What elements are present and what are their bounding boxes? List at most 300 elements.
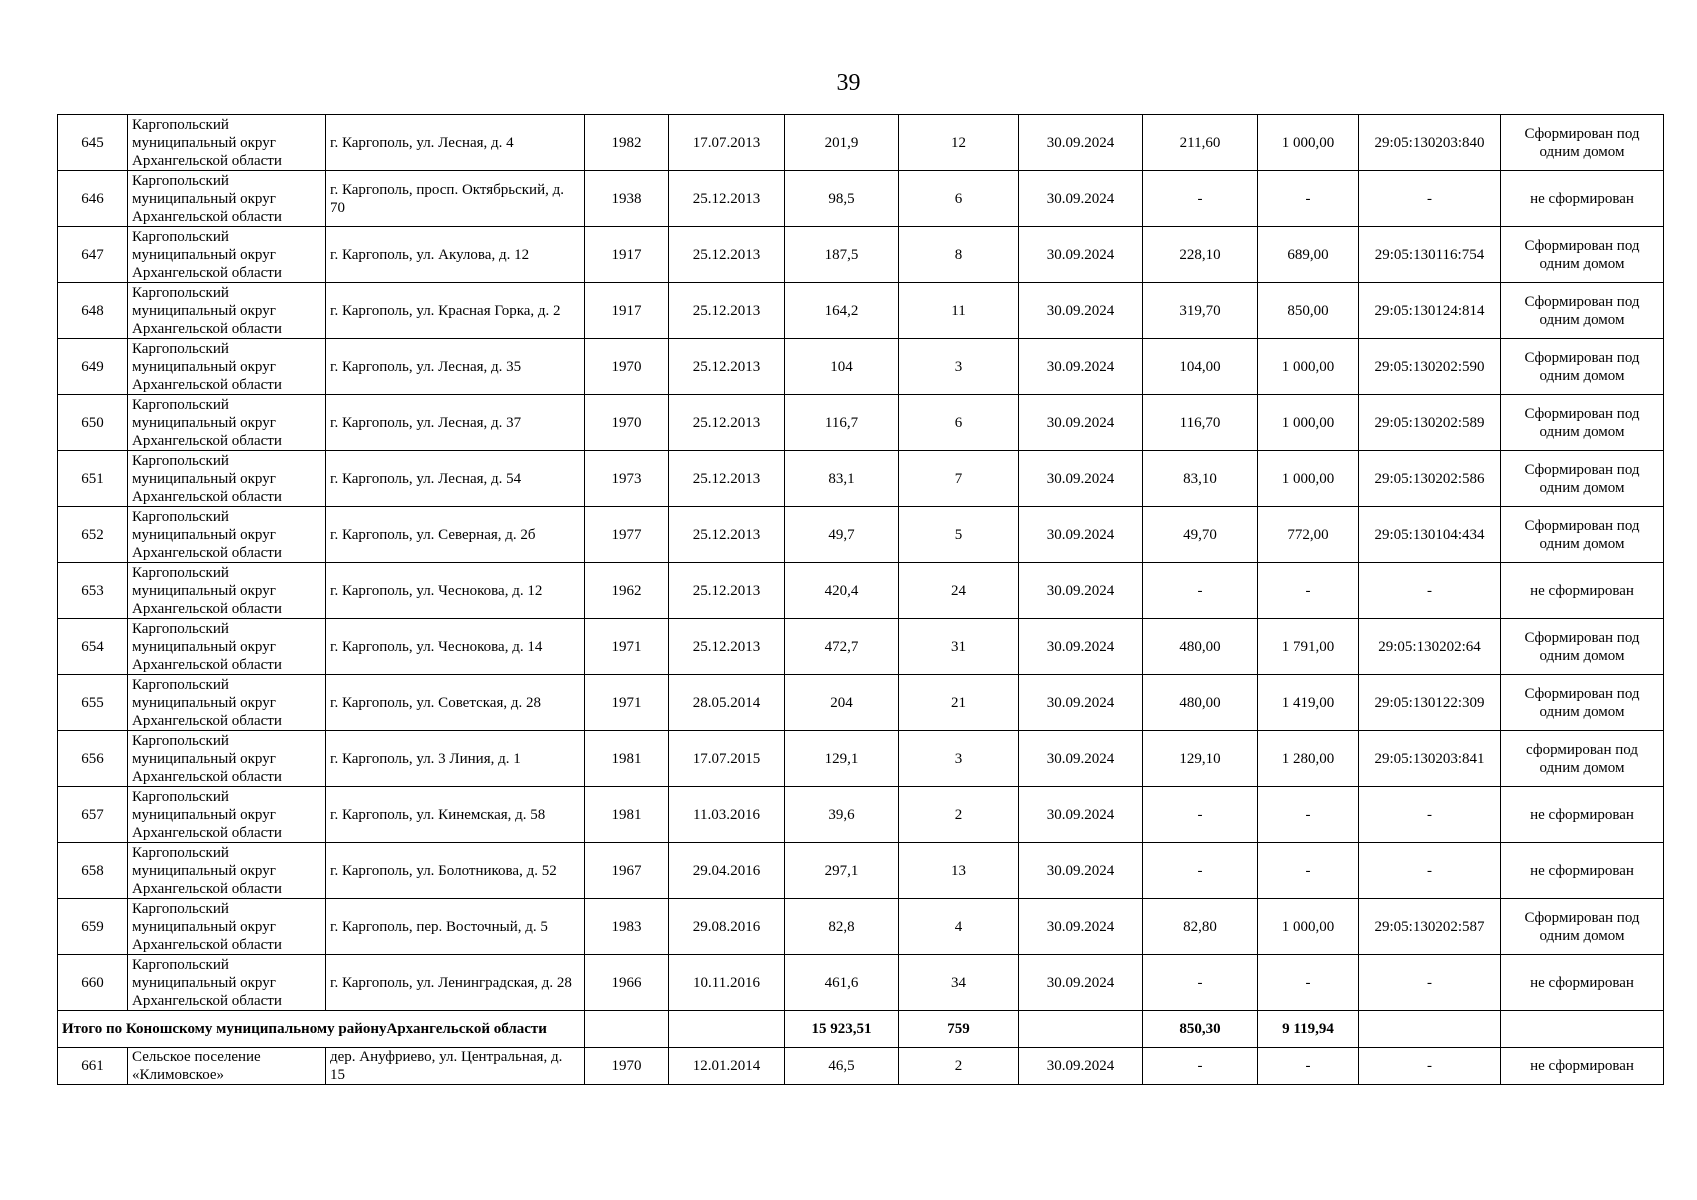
cell-line: одним домом xyxy=(1539,759,1625,776)
municipality-cell xyxy=(128,1048,326,1085)
cell-line: одним домом xyxy=(1539,927,1625,944)
land-area-cell: 480,00 xyxy=(1143,675,1258,731)
address-cell: г. Каргополь, ул. Чеснокова, д. 12 xyxy=(326,563,585,619)
empty-cell xyxy=(1501,1011,1664,1048)
land-area-cell: 82,80 xyxy=(1143,899,1258,955)
residents-cell: 11 xyxy=(899,283,1019,339)
table-row xyxy=(58,115,1664,171)
address-cell: г. Каргополь, ул. Болотникова, д. 52 xyxy=(326,843,585,899)
norm-cell: - xyxy=(1258,955,1359,1011)
land-area-cell: - xyxy=(1143,843,1258,899)
year-cell: 1973 xyxy=(585,451,669,507)
norm-cell: - xyxy=(1258,787,1359,843)
cell-line: Архангельской области xyxy=(132,488,282,505)
land-area-cell: - xyxy=(1143,787,1258,843)
cell-line: одним домом xyxy=(1539,423,1625,440)
cell-line: Сформирован под xyxy=(1524,405,1640,422)
recognition-date-cell: 25.12.2013 xyxy=(669,507,785,563)
cell-line: не сформирован xyxy=(1530,862,1634,879)
year-cell: 1938 xyxy=(585,171,669,227)
residents-cell: 6 xyxy=(899,171,1019,227)
year-cell: 1970 xyxy=(585,395,669,451)
recognition-date-cell: 10.11.2016 xyxy=(669,955,785,1011)
table-row xyxy=(58,955,1664,1011)
area-cell: 82,8 xyxy=(785,899,899,955)
cell-line: Сформирован под xyxy=(1524,293,1640,310)
cadastral-number-cell: - xyxy=(1359,843,1501,899)
planned-date-cell: 30.09.2024 xyxy=(1019,507,1143,563)
recognition-date-cell: 12.01.2014 xyxy=(669,1048,785,1085)
norm-cell: - xyxy=(1258,171,1359,227)
area-cell: 201,9 xyxy=(785,115,899,171)
cell-line: Сформирован под xyxy=(1524,349,1640,366)
cell-line: Архангельской области xyxy=(132,264,282,281)
status-cell xyxy=(1501,171,1664,227)
cell-line: муниципальный округ xyxy=(132,134,276,151)
total-label: Итого по Коношскому муниципальному районуАрхангельской области xyxy=(58,1011,585,1048)
row-number: 659 xyxy=(58,899,128,955)
planned-date-cell: 30.09.2024 xyxy=(1019,955,1143,1011)
empty-cell xyxy=(1019,1011,1143,1048)
address-cell: г. Каргополь, ул. Советская, д. 28 xyxy=(326,675,585,731)
row-number: 652 xyxy=(58,507,128,563)
cadastral-number-cell: 29:05:130116:754 xyxy=(1359,227,1501,283)
cell-line: Архангельской области xyxy=(132,208,282,225)
land-area-cell: 49,70 xyxy=(1143,507,1258,563)
cell-line: одним домом xyxy=(1539,703,1625,720)
table-row xyxy=(58,563,1664,619)
residents-cell: 3 xyxy=(899,731,1019,787)
row-number: 651 xyxy=(58,451,128,507)
land-area-cell: - xyxy=(1143,171,1258,227)
area-cell: 39,6 xyxy=(785,787,899,843)
municipality-cell xyxy=(128,395,326,451)
planned-date-cell: 30.09.2024 xyxy=(1019,395,1143,451)
norm-cell: 850,00 xyxy=(1258,283,1359,339)
residents-cell: 6 xyxy=(899,395,1019,451)
address-cell: г. Каргополь, ул. Ленинградская, д. 28 xyxy=(326,955,585,1011)
area-cell: 98,5 xyxy=(785,171,899,227)
cell-line: Каргопольский xyxy=(132,732,229,749)
address-cell: г. Каргополь, просп. Октябрьский, д. 70 xyxy=(326,171,585,227)
cadastral-number-cell: 29:05:130202:64 xyxy=(1359,619,1501,675)
municipality-cell xyxy=(128,731,326,787)
row-number: 658 xyxy=(58,843,128,899)
recognition-date-cell: 25.12.2013 xyxy=(669,395,785,451)
cadastral-number-cell: 29:05:130202:587 xyxy=(1359,899,1501,955)
cadastral-number-cell: 29:05:130203:841 xyxy=(1359,731,1501,787)
recognition-date-cell: 29.04.2016 xyxy=(669,843,785,899)
norm-cell: 1 419,00 xyxy=(1258,675,1359,731)
cell-line: «Климовское» xyxy=(132,1067,225,1083)
area-cell: 83,1 xyxy=(785,451,899,507)
year-cell: 1982 xyxy=(585,115,669,171)
area-cell: 164,2 xyxy=(785,283,899,339)
table-row xyxy=(58,451,1664,507)
cell-line: Каргопольский xyxy=(132,172,229,189)
area-cell: 204 xyxy=(785,675,899,731)
address-cell: г. Каргополь, ул. Лесная, д. 37 xyxy=(326,395,585,451)
residents-cell: 21 xyxy=(899,675,1019,731)
residents-cell: 13 xyxy=(899,843,1019,899)
cell-line: муниципальный округ xyxy=(132,862,276,879)
municipality-cell xyxy=(128,283,326,339)
cell-line: Каргопольский xyxy=(132,564,229,581)
cell-line: Архангельской области xyxy=(132,152,282,169)
cadastral-number-cell: 29:05:130122:309 xyxy=(1359,675,1501,731)
table-row xyxy=(58,675,1664,731)
recognition-date-cell: 17.07.2015 xyxy=(669,731,785,787)
cell-line: Каргопольский xyxy=(132,452,229,469)
residents-cell: 2 xyxy=(899,787,1019,843)
row-number: 650 xyxy=(58,395,128,451)
year-cell: 1917 xyxy=(585,283,669,339)
cell-line: Каргопольский xyxy=(132,396,229,413)
status-cell xyxy=(1501,843,1664,899)
cell-line: одним домом xyxy=(1539,143,1625,160)
cell-line: муниципальный округ xyxy=(132,582,276,599)
cell-line: не сформирован xyxy=(1530,1058,1634,1074)
empty-cell xyxy=(669,1011,785,1048)
norm-cell: - xyxy=(1258,1048,1359,1085)
municipality-cell xyxy=(128,899,326,955)
planned-date-cell: 30.09.2024 xyxy=(1019,115,1143,171)
page-number: 39 xyxy=(836,70,861,96)
municipality-cell xyxy=(128,563,326,619)
land-area-cell: - xyxy=(1143,955,1258,1011)
recognition-date-cell: 25.12.2013 xyxy=(669,283,785,339)
cell-line: не сформирован xyxy=(1530,806,1634,823)
cell-line: Архангельской области xyxy=(132,880,282,897)
table-body xyxy=(58,115,1664,1085)
residents-cell: 34 xyxy=(899,955,1019,1011)
cell-line: муниципальный округ xyxy=(132,358,276,375)
address-cell: г. Каргополь, ул. Кинемская, д. 58 xyxy=(326,787,585,843)
land-area-cell: 104,00 xyxy=(1143,339,1258,395)
row-number: 645 xyxy=(58,115,128,171)
cell-line: одним домом xyxy=(1539,479,1625,496)
cell-line: Архангельской области xyxy=(132,936,282,953)
recognition-date-cell: 11.03.2016 xyxy=(669,787,785,843)
table-row xyxy=(58,283,1664,339)
cell-line: Каргопольский xyxy=(132,116,229,133)
cell-line: Сформирован под xyxy=(1524,629,1640,646)
cell-line: Каргопольский xyxy=(132,956,229,973)
municipality-cell xyxy=(128,171,326,227)
recognition-date-cell: 25.12.2013 xyxy=(669,451,785,507)
residents-cell: 8 xyxy=(899,227,1019,283)
address-cell: г. Каргополь, ул. Северная, д. 2б xyxy=(326,507,585,563)
cell-line: Каргопольский xyxy=(132,284,229,301)
address-cell: г. Каргополь, ул. Лесная, д. 35 xyxy=(326,339,585,395)
norm-cell: 1 791,00 xyxy=(1258,619,1359,675)
norm-cell: 689,00 xyxy=(1258,227,1359,283)
cell-line: Сформирован под xyxy=(1524,237,1640,254)
address-cell: г. Каргополь, ул. Красная Горка, д. 2 xyxy=(326,283,585,339)
status-cell xyxy=(1501,563,1664,619)
cell-line: Сельское поселение xyxy=(132,1049,261,1065)
cell-line: муниципальный округ xyxy=(132,918,276,935)
cell-line: муниципальный округ xyxy=(132,246,276,263)
table-row xyxy=(58,171,1664,227)
municipality-cell xyxy=(128,843,326,899)
cell-line: Архангельской области xyxy=(132,824,282,841)
cell-line: Сформирован под xyxy=(1524,461,1640,478)
area-cell: 461,6 xyxy=(785,955,899,1011)
cell-line: Архангельской области xyxy=(132,768,282,785)
norm-cell: 1 000,00 xyxy=(1258,451,1359,507)
norm-cell: 1 000,00 xyxy=(1258,339,1359,395)
cell-line: муниципальный округ xyxy=(132,526,276,543)
status-cell xyxy=(1501,899,1664,955)
land-area-cell: 129,10 xyxy=(1143,731,1258,787)
cell-line: Каргопольский xyxy=(132,900,229,917)
land-area-cell: 83,10 xyxy=(1143,451,1258,507)
municipality-cell xyxy=(128,451,326,507)
cadastral-number-cell: 29:05:130202:589 xyxy=(1359,395,1501,451)
empty-cell xyxy=(1359,1011,1501,1048)
recognition-date-cell: 25.12.2013 xyxy=(669,339,785,395)
land-area-cell: 319,70 xyxy=(1143,283,1258,339)
table-row xyxy=(58,1048,1664,1085)
year-cell: 1970 xyxy=(585,339,669,395)
land-area-cell: - xyxy=(1143,1048,1258,1085)
norm-cell: 1 000,00 xyxy=(1258,899,1359,955)
planned-date-cell: 30.09.2024 xyxy=(1019,675,1143,731)
row-number: 646 xyxy=(58,171,128,227)
address-cell: г. Каргополь, ул. Чеснокова, д. 14 xyxy=(326,619,585,675)
status-cell xyxy=(1501,619,1664,675)
cell-line: Архангельской области xyxy=(132,712,282,729)
cadastral-number-cell: - xyxy=(1359,563,1501,619)
planned-date-cell: 30.09.2024 xyxy=(1019,899,1143,955)
area-cell: 420,4 xyxy=(785,563,899,619)
year-cell: 1917 xyxy=(585,227,669,283)
row-number: 654 xyxy=(58,619,128,675)
address-cell: г. Каргополь, ул. Лесная, д. 4 xyxy=(326,115,585,171)
residents-cell: 5 xyxy=(899,507,1019,563)
total-residents: 759 xyxy=(899,1011,1019,1048)
row-number: 660 xyxy=(58,955,128,1011)
total-land-area: 850,30 xyxy=(1143,1011,1258,1048)
cadastral-number-cell: - xyxy=(1359,171,1501,227)
area-cell: 472,7 xyxy=(785,619,899,675)
cell-line: муниципальный округ xyxy=(132,302,276,319)
residents-cell: 3 xyxy=(899,339,1019,395)
table-row xyxy=(58,339,1664,395)
municipality-cell xyxy=(128,619,326,675)
cadastral-number-cell: 29:05:130202:590 xyxy=(1359,339,1501,395)
status-cell xyxy=(1501,787,1664,843)
cell-line: муниципальный округ xyxy=(132,190,276,207)
cell-line: не сформирован xyxy=(1530,974,1634,991)
planned-date-cell: 30.09.2024 xyxy=(1019,451,1143,507)
cell-line: Архангельской области xyxy=(132,992,282,1009)
cell-line: Архангельской области xyxy=(132,656,282,673)
cell-line: Архангельской области xyxy=(132,432,282,449)
row-number: 657 xyxy=(58,787,128,843)
residents-cell: 2 xyxy=(899,1048,1019,1085)
status-cell xyxy=(1501,731,1664,787)
area-cell: 297,1 xyxy=(785,843,899,899)
norm-cell: 1 000,00 xyxy=(1258,395,1359,451)
residents-cell: 31 xyxy=(899,619,1019,675)
cell-line: Архангельской области xyxy=(132,600,282,617)
recognition-date-cell: 29.08.2016 xyxy=(669,899,785,955)
cadastral-number-cell: 29:05:130104:434 xyxy=(1359,507,1501,563)
cell-line: Каргопольский xyxy=(132,340,229,357)
year-cell: 1971 xyxy=(585,619,669,675)
planned-date-cell: 30.09.2024 xyxy=(1019,619,1143,675)
cell-line: Каргопольский xyxy=(132,228,229,245)
area-cell: 129,1 xyxy=(785,731,899,787)
residents-cell: 4 xyxy=(899,899,1019,955)
cell-line: одним домом xyxy=(1539,647,1625,664)
cell-line: Сформирован под xyxy=(1524,685,1640,702)
cell-line: одним домом xyxy=(1539,367,1625,384)
cell-line: Каргопольский xyxy=(132,676,229,693)
table-row xyxy=(58,731,1664,787)
cell-line: Сформирован под xyxy=(1524,909,1640,926)
status-cell xyxy=(1501,1048,1664,1085)
row-number: 656 xyxy=(58,731,128,787)
land-area-cell: 228,10 xyxy=(1143,227,1258,283)
total-norm: 9 119,94 xyxy=(1258,1011,1359,1048)
cell-line: муниципальный округ xyxy=(132,638,276,655)
recognition-date-cell: 25.12.2013 xyxy=(669,619,785,675)
status-cell xyxy=(1501,955,1664,1011)
cadastral-number-cell: 29:05:130203:840 xyxy=(1359,115,1501,171)
recognition-date-cell: 25.12.2013 xyxy=(669,227,785,283)
year-cell: 1983 xyxy=(585,899,669,955)
cadastral-number-cell: - xyxy=(1359,955,1501,1011)
status-cell xyxy=(1501,395,1664,451)
year-cell: 1981 xyxy=(585,787,669,843)
land-area-cell: 480,00 xyxy=(1143,619,1258,675)
recognition-date-cell: 28.05.2014 xyxy=(669,675,785,731)
total-area: 15 923,51 xyxy=(785,1011,899,1048)
cell-line: Архангельской области xyxy=(132,544,282,561)
area-cell: 49,7 xyxy=(785,507,899,563)
row-number: 648 xyxy=(58,283,128,339)
municipality-cell xyxy=(128,115,326,171)
year-cell: 1967 xyxy=(585,843,669,899)
recognition-date-cell: 17.07.2013 xyxy=(669,115,785,171)
status-cell xyxy=(1501,283,1664,339)
planned-date-cell: 30.09.2024 xyxy=(1019,1048,1143,1085)
planned-date-cell: 30.09.2024 xyxy=(1019,283,1143,339)
planned-date-cell: 30.09.2024 xyxy=(1019,227,1143,283)
cell-line: муниципальный округ xyxy=(132,470,276,487)
year-cell: 1962 xyxy=(585,563,669,619)
table-row xyxy=(58,787,1664,843)
address-cell: г. Каргополь, ул. Акулова, д. 12 xyxy=(326,227,585,283)
status-cell xyxy=(1501,227,1664,283)
area-cell: 187,5 xyxy=(785,227,899,283)
cell-line: Сформирован под xyxy=(1524,517,1640,534)
norm-cell: - xyxy=(1258,843,1359,899)
cell-line: сформирован под xyxy=(1526,741,1638,758)
residents-cell: 7 xyxy=(899,451,1019,507)
cell-line: одним домом xyxy=(1539,255,1625,272)
area-cell: 116,7 xyxy=(785,395,899,451)
cadastral-number-cell: 29:05:130124:814 xyxy=(1359,283,1501,339)
planned-date-cell: 30.09.2024 xyxy=(1019,843,1143,899)
cell-line: Каргопольский xyxy=(132,844,229,861)
norm-cell: 1 000,00 xyxy=(1258,115,1359,171)
cell-line: Архангельской области xyxy=(132,376,282,393)
planned-date-cell: 30.09.2024 xyxy=(1019,787,1143,843)
land-area-cell: - xyxy=(1143,563,1258,619)
status-cell xyxy=(1501,451,1664,507)
cadastral-number-cell: 29:05:130202:586 xyxy=(1359,451,1501,507)
table-row xyxy=(58,899,1664,955)
row-number: 655 xyxy=(58,675,128,731)
residents-cell: 12 xyxy=(899,115,1019,171)
cell-line: Архангельской области xyxy=(132,320,282,337)
planned-date-cell: 30.09.2024 xyxy=(1019,171,1143,227)
cell-line: Сформирован под xyxy=(1524,125,1640,142)
cadastral-number-cell: - xyxy=(1359,787,1501,843)
row-number: 649 xyxy=(58,339,128,395)
planned-date-cell: 30.09.2024 xyxy=(1019,731,1143,787)
status-cell xyxy=(1501,675,1664,731)
area-cell: 46,5 xyxy=(785,1048,899,1085)
address-cell: г. Каргополь, ул. 3 Линия, д. 1 xyxy=(326,731,585,787)
municipality-cell xyxy=(128,507,326,563)
norm-cell: - xyxy=(1258,563,1359,619)
municipality-cell xyxy=(128,675,326,731)
cell-line: муниципальный округ xyxy=(132,694,276,711)
year-cell: 1981 xyxy=(585,731,669,787)
table-row xyxy=(58,395,1664,451)
status-cell xyxy=(1501,339,1664,395)
planned-date-cell: 30.09.2024 xyxy=(1019,339,1143,395)
land-area-cell: 116,70 xyxy=(1143,395,1258,451)
cell-line: муниципальный округ xyxy=(132,414,276,431)
row-number: 661 xyxy=(58,1048,128,1085)
municipality-cell xyxy=(128,787,326,843)
cell-line: не сформирован xyxy=(1530,582,1634,599)
empty-cell xyxy=(585,1011,669,1048)
municipality-cell xyxy=(128,227,326,283)
address-cell: г. Каргополь, пер. Восточный, д. 5 xyxy=(326,899,585,955)
cell-line: муниципальный округ xyxy=(132,974,276,991)
planned-date-cell: 30.09.2024 xyxy=(1019,563,1143,619)
recognition-date-cell: 25.12.2013 xyxy=(669,563,785,619)
year-cell: 1971 xyxy=(585,675,669,731)
cell-line: муниципальный округ xyxy=(132,806,276,823)
cell-line: одним домом xyxy=(1539,311,1625,328)
table-row xyxy=(58,843,1664,899)
status-cell xyxy=(1501,507,1664,563)
cadastral-number-cell: - xyxy=(1359,1048,1501,1085)
year-cell: 1970 xyxy=(585,1048,669,1085)
norm-cell: 1 280,00 xyxy=(1258,731,1359,787)
status-cell xyxy=(1501,115,1664,171)
norm-cell: 772,00 xyxy=(1258,507,1359,563)
year-cell: 1977 xyxy=(585,507,669,563)
address-cell: г. Каргополь, ул. Лесная, д. 54 xyxy=(326,451,585,507)
row-number: 653 xyxy=(58,563,128,619)
land-area-cell: 211,60 xyxy=(1143,115,1258,171)
registry-table xyxy=(57,114,1664,1085)
cell-line: муниципальный округ xyxy=(132,750,276,767)
cell-line: Каргопольский xyxy=(132,788,229,805)
table-row xyxy=(58,619,1664,675)
address-cell: дер. Ануфриево, ул. Центральная, д. 15 xyxy=(326,1048,585,1085)
total-row xyxy=(58,1011,1664,1048)
